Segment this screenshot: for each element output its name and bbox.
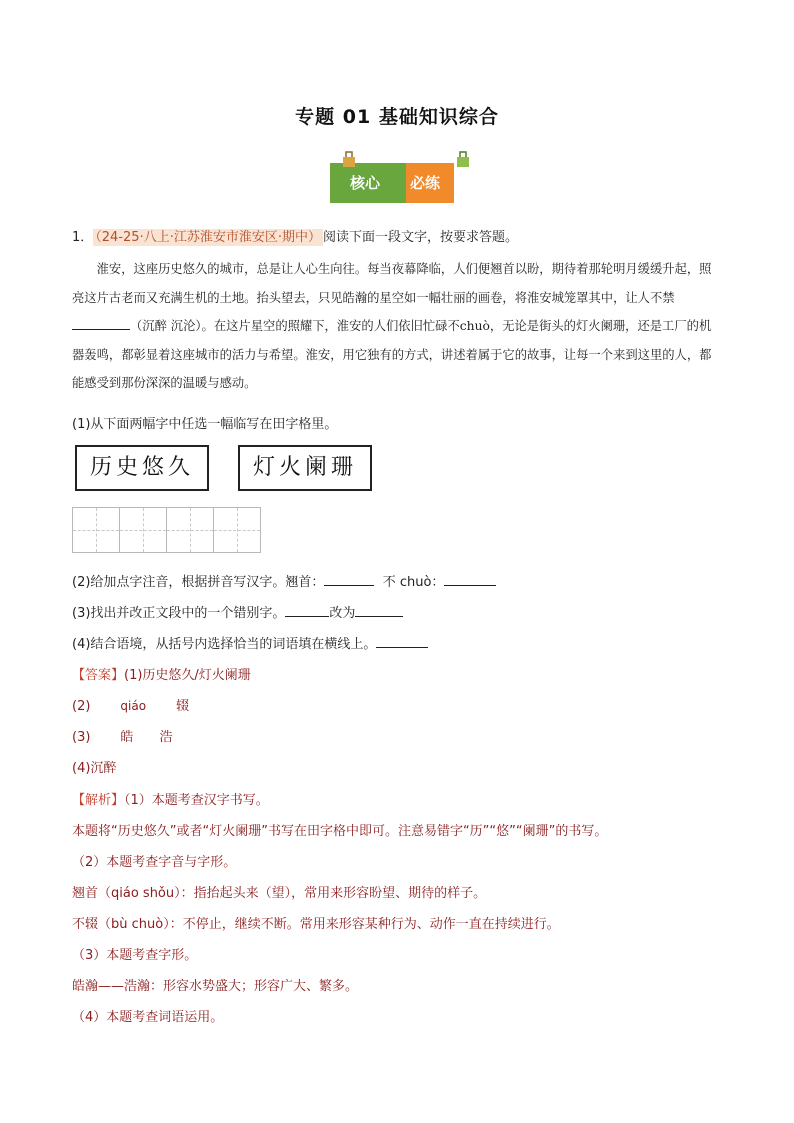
analysis-line-3: （2）本题考查字音与字形。 <box>72 855 237 870</box>
calligraphy-word-1: 历史悠久 <box>75 445 209 491</box>
answer-blank <box>355 603 403 617</box>
answer-2-char: 辍 <box>176 699 190 714</box>
answer-blank <box>285 603 329 617</box>
answer-line-1 <box>72 664 251 683</box>
answer-3-num: (3) <box>72 730 91 745</box>
answer-3-wrong: 皓 <box>120 730 134 745</box>
question-prompt: 阅读下面一段文字，按要求答题。 <box>322 230 518 245</box>
answer-3-correct: 浩 <box>159 730 173 745</box>
passage-text-2: （沉醉 沉沦）。在这片星空的照耀下，淮安的人们依旧忙碌不chuò，无论是街头的灯火阑珊，还是工厂的机器轰鸣，都彰显着这座城市的活力与希望。淮安，用它独有的方式，讲述着属于它的故事，让每一个来到这里的人，都能感受到那份深深的温暖与感动。 <box>72 319 712 390</box>
subquestion-3-text: (3)找出并改正文段中的一个错别字。 <box>72 606 286 621</box>
analysis-line-6: （3）本题考查字形。 <box>72 948 198 963</box>
analysis-line-1 <box>72 789 269 808</box>
analysis-line-4: 翘首（qiáo shǒu）：指抬起头来（望），常用来形容盼望、期待的样子。 <box>72 886 487 901</box>
fill-blank <box>72 316 130 330</box>
analysis-1: （1）本题考查汉字书写。 <box>124 793 269 808</box>
answer-line-2 <box>72 695 189 714</box>
question-header <box>72 226 518 245</box>
answer-2-pinyin: qiáo <box>120 699 147 713</box>
subquestion-4-text: (4)结合语境，从括号内选择恰当的词语填在横线上。 <box>72 637 377 652</box>
section-banner <box>330 163 454 203</box>
page-title: 专题 01 基础知识综合 <box>295 106 499 128</box>
answer-label: 【答案】 <box>72 668 125 683</box>
grid-cell <box>166 507 214 553</box>
reading-passage <box>72 255 722 398</box>
subquestion-1: (1)从下面两幅字中任选一幅临写在田字格里。 <box>72 417 338 432</box>
question-source-tag: （24-25·八上·江苏淮安市淮安区·期中） <box>95 230 321 245</box>
subquestion-2-text: (2)给加点字注音，根据拼音写汉字。翘首： <box>72 575 325 590</box>
subquestion-3 <box>72 602 403 621</box>
subquestion-2 <box>72 571 496 590</box>
grid-cell <box>119 507 167 553</box>
answer-blank <box>444 572 496 586</box>
grid-cell <box>72 507 120 553</box>
analysis-line-8: （4）本题考查词语运用。 <box>72 1010 224 1025</box>
analysis-label: 【解析】 <box>72 793 125 808</box>
calligraphy-word-2: 灯火阑珊 <box>238 445 372 491</box>
subquestion-4 <box>72 633 428 652</box>
binder-clip-icon <box>342 151 356 169</box>
binder-clip-icon <box>456 151 470 169</box>
tianzige-grid <box>72 507 260 553</box>
passage-text-1: 淮安，这座历史悠久的城市，总是让人心生向往。每当夜幕降临，人们便翘首以盼，期待着那轮明月缓缓升起，照亮这片古老而又充满生机的土地。抬头望去，只见皓瀚的星空如一幅壮丽的画卷，将淮安城笼罩其中，让人不禁 <box>72 262 712 305</box>
analysis-line-2: 本题将“历史悠久”或者“灯火阑珊”书写在田字格中即可。注意易错字“历”“悠”“阑珊”的书写。 <box>72 824 608 839</box>
question-number: 1． <box>72 230 94 245</box>
answer-1: (1)历史悠久/灯火阑珊 <box>124 668 251 683</box>
analysis-line-5: 不辍（bù chuò）：不停止，继续不断。常用来形容某种行为、动作一直在持续进行。 <box>72 917 560 932</box>
answer-blank <box>324 572 374 586</box>
banner-label-core: 核心 <box>350 174 381 192</box>
grid-cell <box>213 507 261 553</box>
answer-blank <box>376 634 428 648</box>
answer-line-4: (4)沉醉 <box>72 761 117 776</box>
answer-2-num: (2) <box>72 699 91 714</box>
analysis-line-7: 皓瀚——浩瀚：形容水势盛大；形容广大、繁多。 <box>72 979 359 994</box>
banner-label-practice: 必练 <box>410 174 441 192</box>
subquestion-2-text-b: 不 chuò： <box>382 575 445 590</box>
answer-line-3 <box>72 726 172 745</box>
subquestion-3-text-b: 改为 <box>329 606 356 621</box>
